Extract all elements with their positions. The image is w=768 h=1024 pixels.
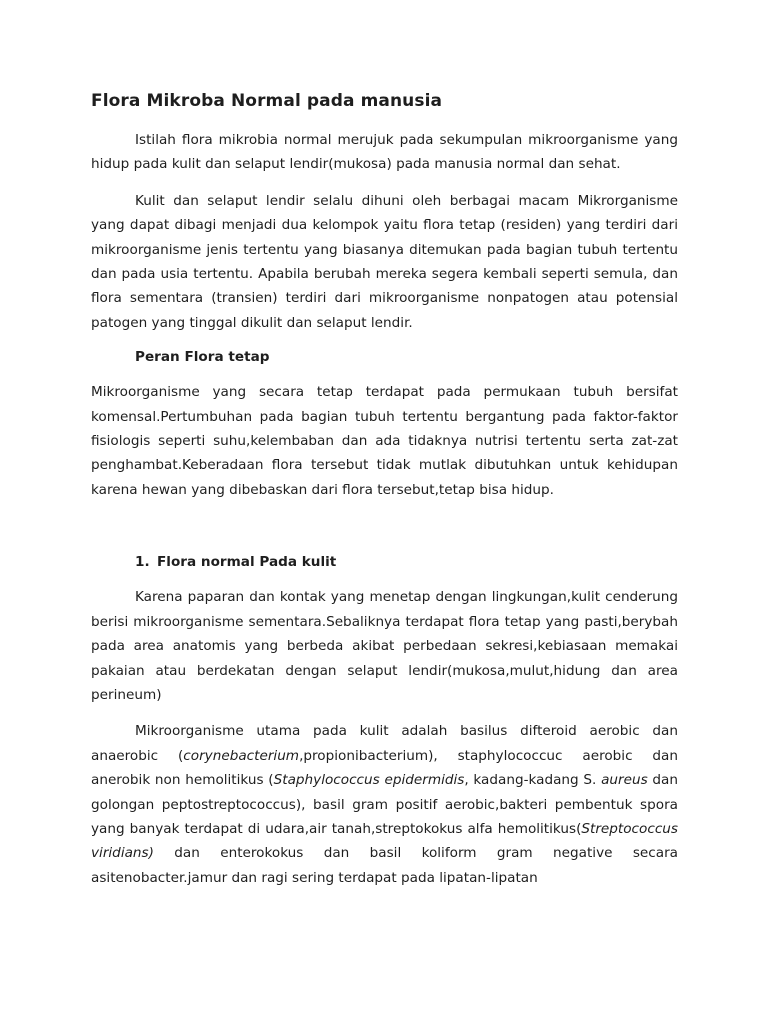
species-name-italic: Streptococcus viridians) bbox=[91, 820, 678, 862]
document-title: Flora Mikroba Normal pada manusia bbox=[91, 91, 443, 111]
paragraph-skin-exposure: Karena paparan dan kontak yang menetap dengan lingkungan,kulit cenderung berisi mikroorganisme sementara.Sebaliknya terdapat flora tetap yang pasti,berybah pada area anatomis yang berbeda akibat perbedaan sekresi,kebiasaan memakai pakaian atau berdekatan dengan selaput lendir(mukosa,mulut,hidung dan area perineum) bbox=[91, 589, 678, 703]
section-heading-flora-kulit bbox=[135, 550, 678, 574]
section-title: Flora normal Pada kulit bbox=[157, 554, 337, 571]
section-number: 1. bbox=[135, 554, 150, 571]
text-run: Mikroorganisme utama pada kulit adalah basilus difteroid aerobic dan anaerobic ( bbox=[91, 723, 678, 764]
paragraph-flora-types: Kulit dan selaput lendir selalu dihuni oleh berbagai macam Mikrorganisme yang dapat dibagi menjadi dua kelompok yaitu flora tetap (residen) yang terdiri dari mikroorganisme jenis tertentu yang biasanya ditemukan pada bagian tubuh tertentu dan pada usia tertentu. Apabila berubah mereka segera kembali seperti semula, dan flora sementara (transien) terdiri dari mikroorganisme nonpatogen atau potensial patogen yang tinggal dikulit dan selaput lendir. bbox=[91, 192, 678, 331]
species-name-italic: Staphylococcus epidermidis bbox=[273, 772, 465, 789]
text-run: , kadang-kadang S. bbox=[464, 772, 602, 789]
species-name-italic: corynebacterium bbox=[183, 747, 300, 764]
text-run: ,propionibacterium), staphylococcuc aerobic dan anerobik non hemolitikus ( bbox=[91, 747, 678, 789]
paragraph-definition: Istilah flora mikrobia normal merujuk pada sekumpulan mikroorganisme yang hidup pada kulit dan selaput lendir(mukosa) pada manusia normal dan sehat. bbox=[91, 132, 678, 173]
text-run: dan golongan peptostreptococcus), basil gram positif aerobic,bakteri pembentuk spora yang banyak terdapat di udara,air tanah,streptokokus alfa hemolitikus( bbox=[91, 772, 679, 837]
text-run: dan enterokokus dan basil koliform gram negative secara asitenobacter.jamur dan ragi sering terdapat pada lipatan-lipatan bbox=[91, 845, 678, 886]
species-name-italic: aureus bbox=[601, 772, 648, 789]
paragraph-commensal: Mikroorganisme yang secara tetap terdapat pada permukaan tubuh bersifat komensal.Pertumbuhan pada bagian tubuh tertentu bergantung pada faktor-faktor fisiologis seperti suhu,kelembaban dan ada tidaknya nutrisi tertentu serta zat-zat penghambat.Keberadaan flora tersebut tidak mutlak dibutuhkan untuk kehidupan karena hewan yang dibebaskan dari flora tersebut,tetap bisa hidup. bbox=[91, 384, 678, 498]
subheading-peran-flora-tetap: Peran Flora tetap bbox=[135, 349, 270, 366]
paragraph-skin-microorganisms bbox=[91, 719, 678, 890]
document-page bbox=[91, 86, 678, 890]
